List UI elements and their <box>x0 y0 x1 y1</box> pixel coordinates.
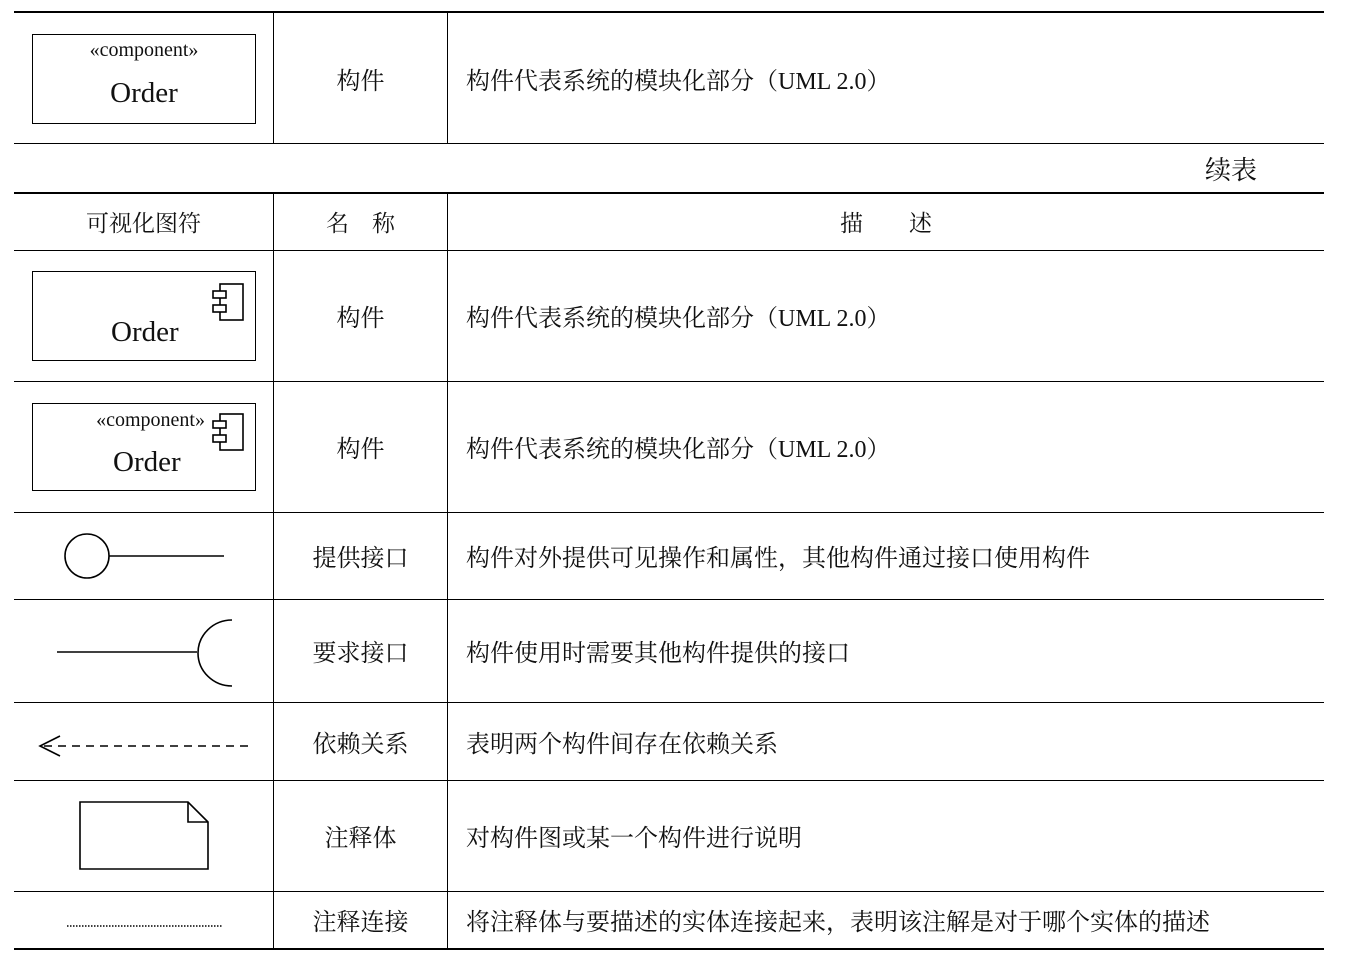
component-name: Order <box>110 77 178 109</box>
table-header-row <box>14 193 1324 250</box>
header-symbol: 可视化图符 <box>86 211 201 238</box>
name-cell: 注释体 <box>274 780 448 891</box>
note-icon <box>14 781 273 891</box>
header-name: 名 称 <box>274 193 448 250</box>
symbol-cell <box>14 599 274 702</box>
table-row <box>14 12 1324 144</box>
component-name: Order <box>111 315 179 348</box>
name-cell: 构件 <box>274 12 448 144</box>
table-row <box>14 780 1324 891</box>
table-row <box>14 891 1324 949</box>
component-table-previous <box>14 11 1324 144</box>
symbol-cell <box>14 250 274 381</box>
component-name: Order <box>113 445 181 478</box>
dependency-arrow-icon <box>14 703 273 780</box>
description-cell: 构件代表系统的模块化部分（UML 2.0） <box>448 381 1325 512</box>
component-icon <box>211 283 245 321</box>
symbol-cell <box>14 512 274 599</box>
required-interface-icon <box>14 600 273 702</box>
symbol-cell <box>14 891 274 949</box>
provided-interface-icon <box>14 513 273 599</box>
symbol-cell <box>14 780 274 891</box>
symbol-cell <box>14 381 274 512</box>
table-row <box>14 512 1324 599</box>
description-cell: 构件代表系统的模块化部分（UML 2.0） <box>448 12 1325 144</box>
header-description: 描 述 <box>448 193 1325 250</box>
stereotype-label: «component» <box>96 408 205 431</box>
name-cell: 注释连接 <box>274 891 448 949</box>
description-cell: 构件代表系统的模块化部分（UML 2.0） <box>448 250 1325 381</box>
name-cell: 要求接口 <box>274 599 448 702</box>
table-row <box>14 702 1324 780</box>
component-box <box>32 271 256 361</box>
description-cell: 构件对外提供可见操作和属性，其他构件通过接口使用构件 <box>448 512 1325 599</box>
description-cell: 对构件图或某一个构件进行说明 <box>448 780 1325 891</box>
component-diagram-symbol-table <box>14 192 1324 950</box>
component-box <box>32 34 256 124</box>
component-box <box>32 403 256 491</box>
table-row <box>14 599 1324 702</box>
description-cell: 表明两个构件间存在依赖关系 <box>448 702 1325 780</box>
name-cell: 构件 <box>274 381 448 512</box>
description-cell: 将注释体与要描述的实体连接起来，表明该注解是对于哪个实体的描述 <box>448 891 1325 949</box>
dotted-connector-icon <box>14 892 273 948</box>
continued-label: 续表 <box>1205 156 1258 186</box>
component-icon <box>211 413 245 451</box>
symbol-cell <box>14 12 274 144</box>
table-row <box>14 250 1324 381</box>
description-cell: 构件使用时需要其他构件提供的接口 <box>448 599 1325 702</box>
name-cell: 依赖关系 <box>274 702 448 780</box>
stereotype-label: «component» <box>89 39 199 61</box>
symbol-cell <box>14 702 274 780</box>
name-cell: 构件 <box>274 250 448 381</box>
table-row <box>14 381 1324 512</box>
name-cell: 提供接口 <box>274 512 448 599</box>
